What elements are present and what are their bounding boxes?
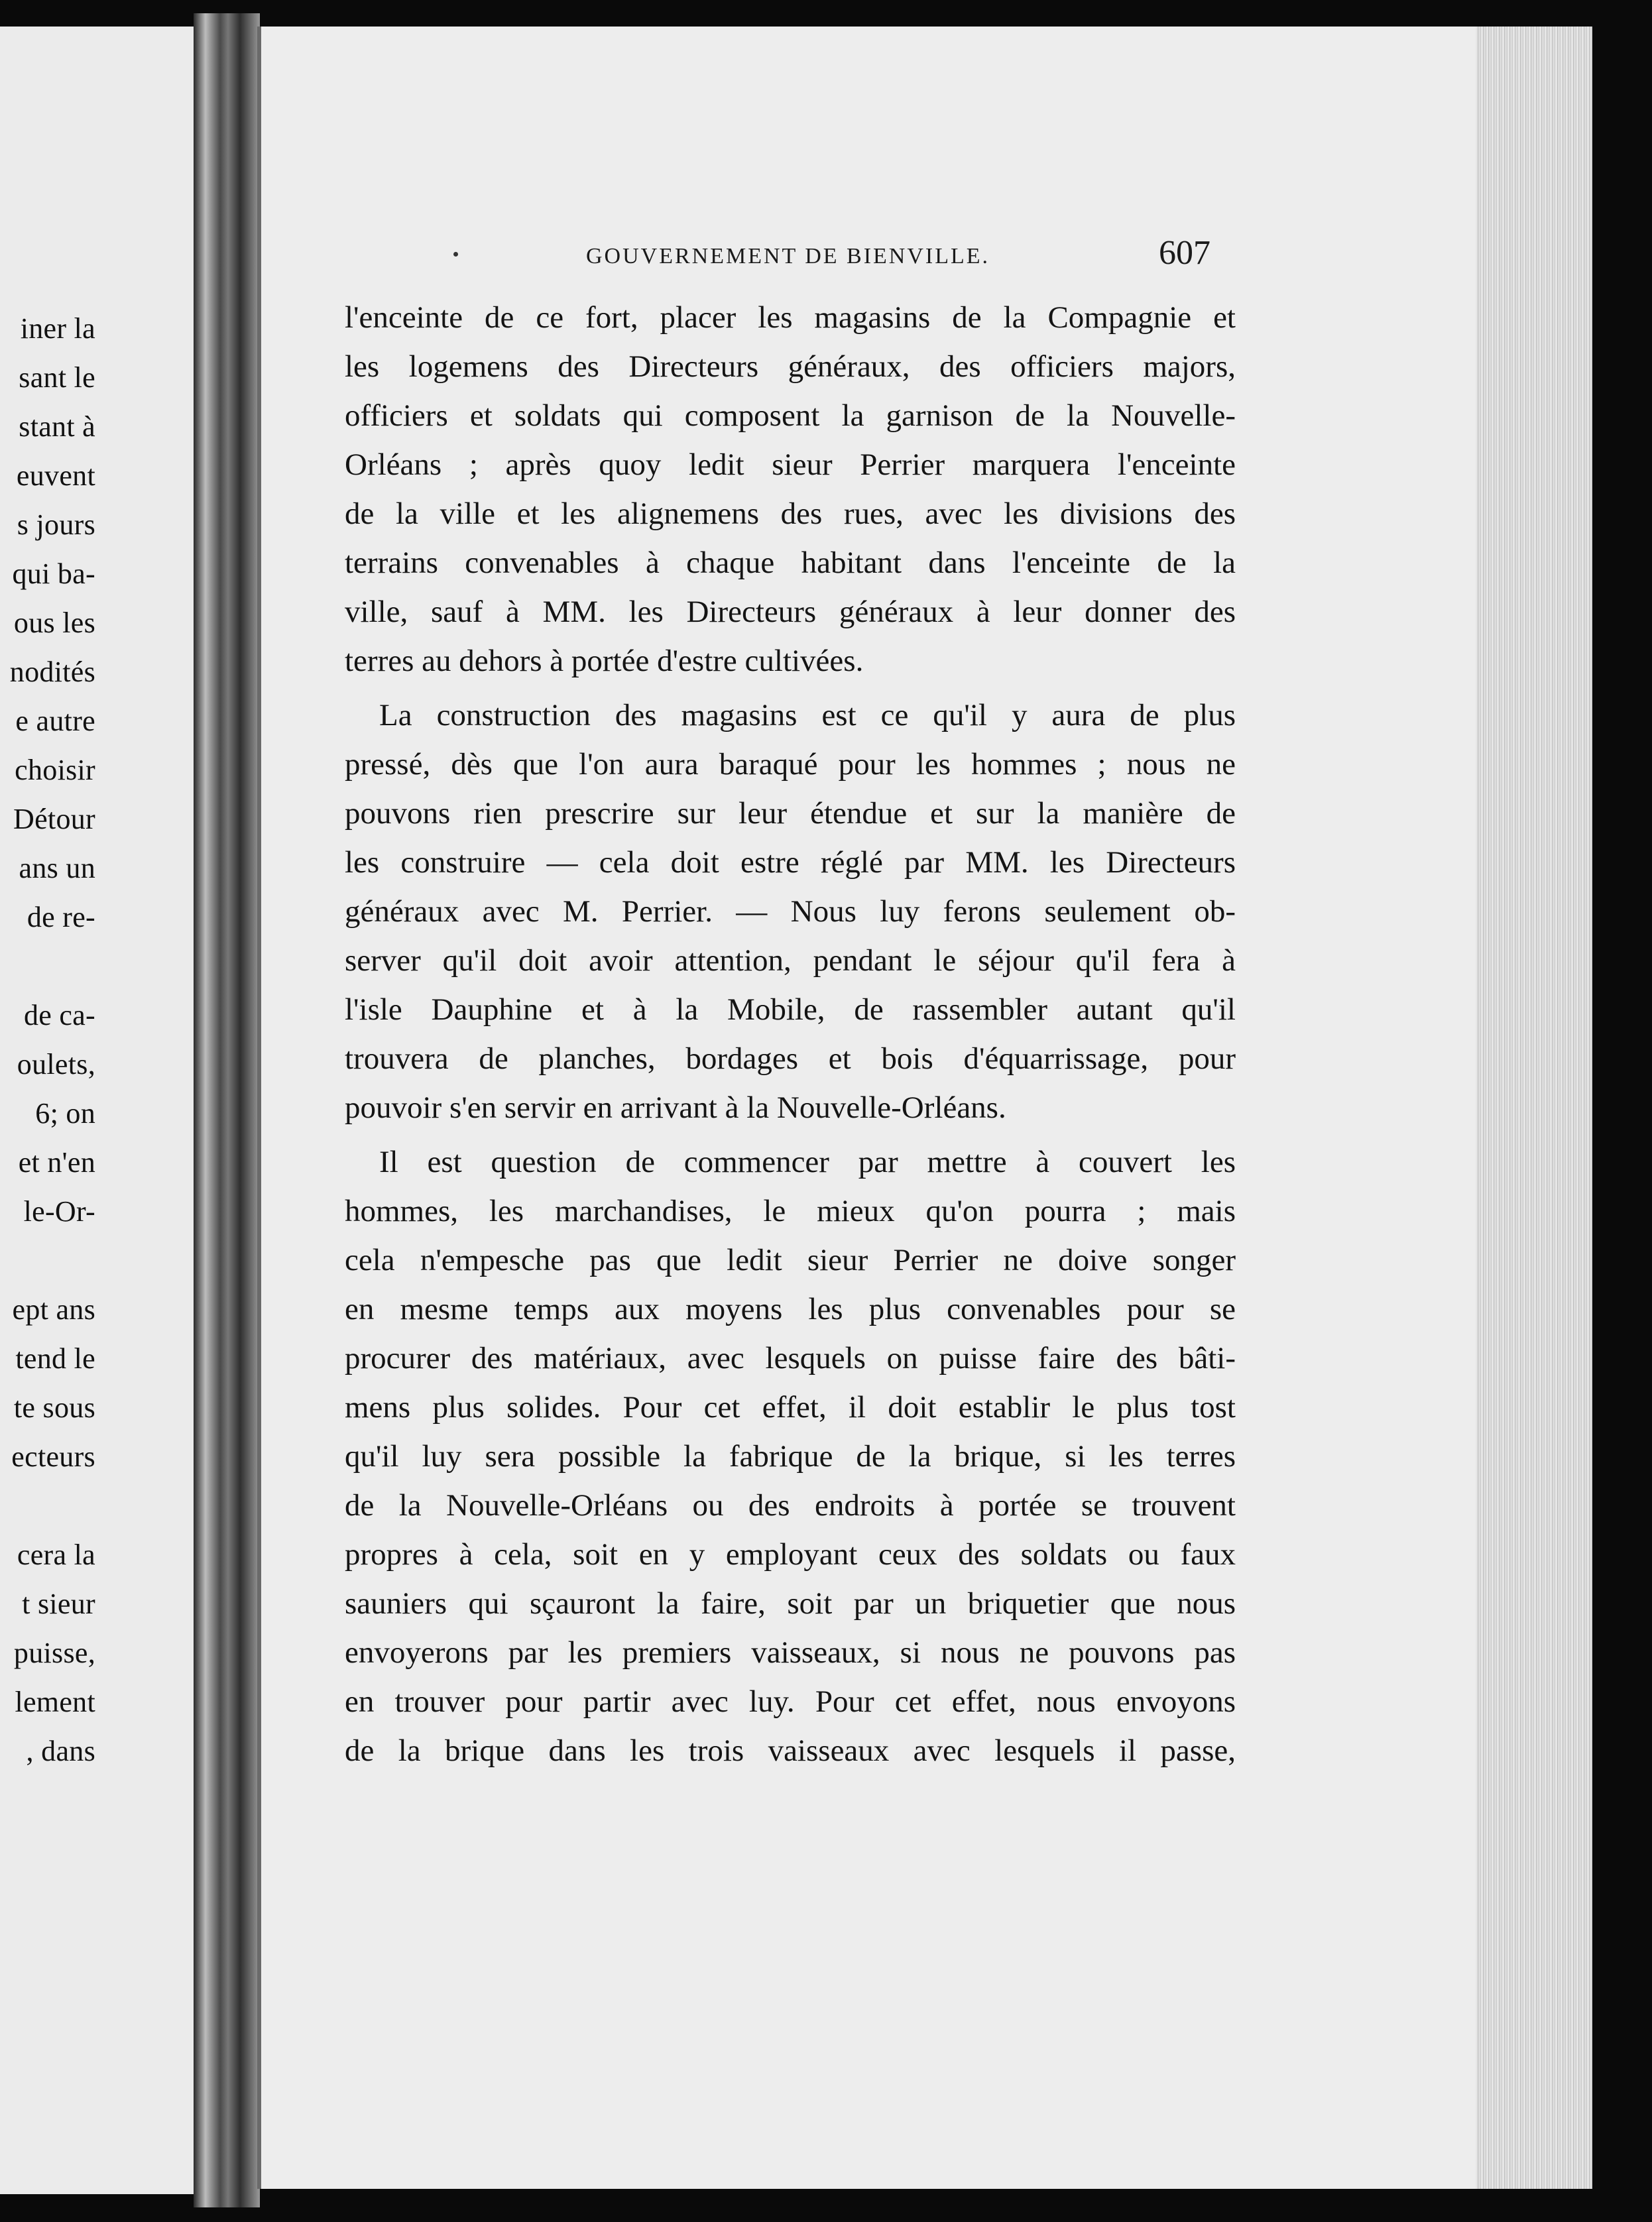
left-line: iner la — [20, 312, 95, 345]
left-line: lement — [15, 1686, 95, 1718]
text-line: qu'il luy sera possible la fabrique de la brique, si les terres — [345, 1439, 1236, 1474]
text-line: terres au dehors à portée d'estre cultivées. — [345, 644, 864, 678]
text-line: La construction des magasins est ce qu'il y aura de plus — [379, 698, 1236, 732]
page-edges — [1476, 27, 1592, 2189]
text-line: de la Nouvelle-Orléans ou des endroits à portée se trouvent — [345, 1488, 1236, 1523]
scan-background — [1592, 0, 1652, 2222]
text-line: cela n'empesche pas que ledit sieur Perrier ne doive songer — [345, 1243, 1236, 1277]
text-line: généraux avec M. Perrier. — Nous luy ferons seulement ob- — [345, 894, 1236, 929]
left-line: cera la — [17, 1539, 95, 1571]
text-line: en trouver pour partir avec luy. Pour cet effet, nous envoyons — [345, 1684, 1236, 1719]
text-line: hommes, les marchandises, le mieux qu'on pourra ; mais — [345, 1194, 1236, 1228]
text-line: server qu'il doit avoir attention, pendant le séjour qu'il fera à — [345, 943, 1236, 978]
text-line: envoyerons par les premiers vaisseaux, si nous ne pouvons pas — [345, 1635, 1236, 1670]
left-line: s jours — [17, 508, 95, 541]
left-line: sant le — [19, 361, 95, 394]
left-line: te sous — [13, 1391, 95, 1424]
left-line: t sieur — [22, 1588, 95, 1620]
left-facing-page — [0, 27, 195, 2194]
page-number: 607 — [1159, 234, 1210, 272]
left-line: le-Or- — [23, 1195, 95, 1228]
left-line: choisir — [15, 754, 95, 786]
text-line: de la ville et les alignemens des rues, avec les divisions des — [345, 497, 1236, 531]
left-line: nodités — [9, 656, 95, 688]
left-line: , dans — [26, 1735, 95, 1767]
left-line: ept ans — [12, 1293, 95, 1326]
text-line: terrains convenables à chaque habitant dans l'enceinte de la — [345, 546, 1236, 580]
left-line: tend le — [15, 1342, 95, 1375]
text-line: pressé, dès que l'on aura baraqué pour les hommes ; nous ne — [345, 747, 1236, 782]
left-line: euvent — [16, 459, 95, 492]
text-line: pouvons rien prescrire sur leur étendue et sur la manière de — [345, 796, 1236, 831]
text-line: de la brique dans les trois vaisseaux avec lesquels il passe, — [345, 1733, 1236, 1768]
book-gutter — [194, 13, 260, 2207]
left-line: Détour — [13, 803, 95, 835]
header-dot — [453, 252, 458, 257]
left-line: e autre — [15, 705, 95, 737]
text-line: sauniers qui sçauront la faire, soit par un briquetier que nous — [345, 1586, 1236, 1621]
text-line: ville, sauf à MM. les Directeurs généraux à leur donner des — [345, 595, 1236, 629]
text-line: procurer des matériaux, avec lesquels on puisse faire des bâti- — [345, 1341, 1236, 1375]
text-line: l'isle Dauphine et à la Mobile, de rassembler autant qu'il — [345, 992, 1236, 1027]
left-line: qui ba- — [12, 557, 95, 590]
left-line: et n'en — [18, 1146, 95, 1179]
left-line: puisse, — [13, 1637, 95, 1669]
text-line: officiers et soldats qui composent la garnison de la Nouvelle- — [345, 398, 1236, 433]
text-line: Orléans ; après quoy ledit sieur Perrier marquera l'enceinte — [345, 447, 1236, 482]
left-line: ous les — [13, 607, 95, 639]
text-line: les logemens des Directeurs généraux, des officiers majors, — [345, 349, 1236, 384]
text-line: pouvoir s'en servir en arrivant à la Nouvelle-Orléans. — [345, 1090, 1006, 1125]
text-line: mens plus solides. Pour cet effet, il doit establir le plus tost — [345, 1390, 1236, 1425]
text-line: trouvera de planches, bordages et bois d'équarrissage, pour — [345, 1041, 1236, 1076]
text-line: l'enceinte de ce fort, placer les magasins de la Compagnie et — [345, 300, 1236, 335]
left-line: ecteurs — [11, 1440, 95, 1473]
left-line: stant à — [19, 410, 95, 443]
text-line: en mesme temps aux moyens les plus convenables pour se — [345, 1292, 1236, 1326]
running-header: GOUVERNEMENT DE BIENVILLE. — [586, 244, 990, 268]
left-line: de re- — [27, 901, 95, 933]
text-line: les construire — cela doit estre réglé par MM. les Directeurs — [345, 845, 1236, 880]
left-line: oulets, — [17, 1048, 95, 1081]
left-line: de ca- — [23, 999, 95, 1031]
text-line: propres à cela, soit en y employant ceux des soldats ou faux — [345, 1537, 1236, 1572]
left-line: 6; on — [35, 1097, 95, 1130]
text-line: Il est question de commencer par mettre à couvert les — [379, 1145, 1236, 1179]
left-line: ans un — [19, 852, 95, 884]
